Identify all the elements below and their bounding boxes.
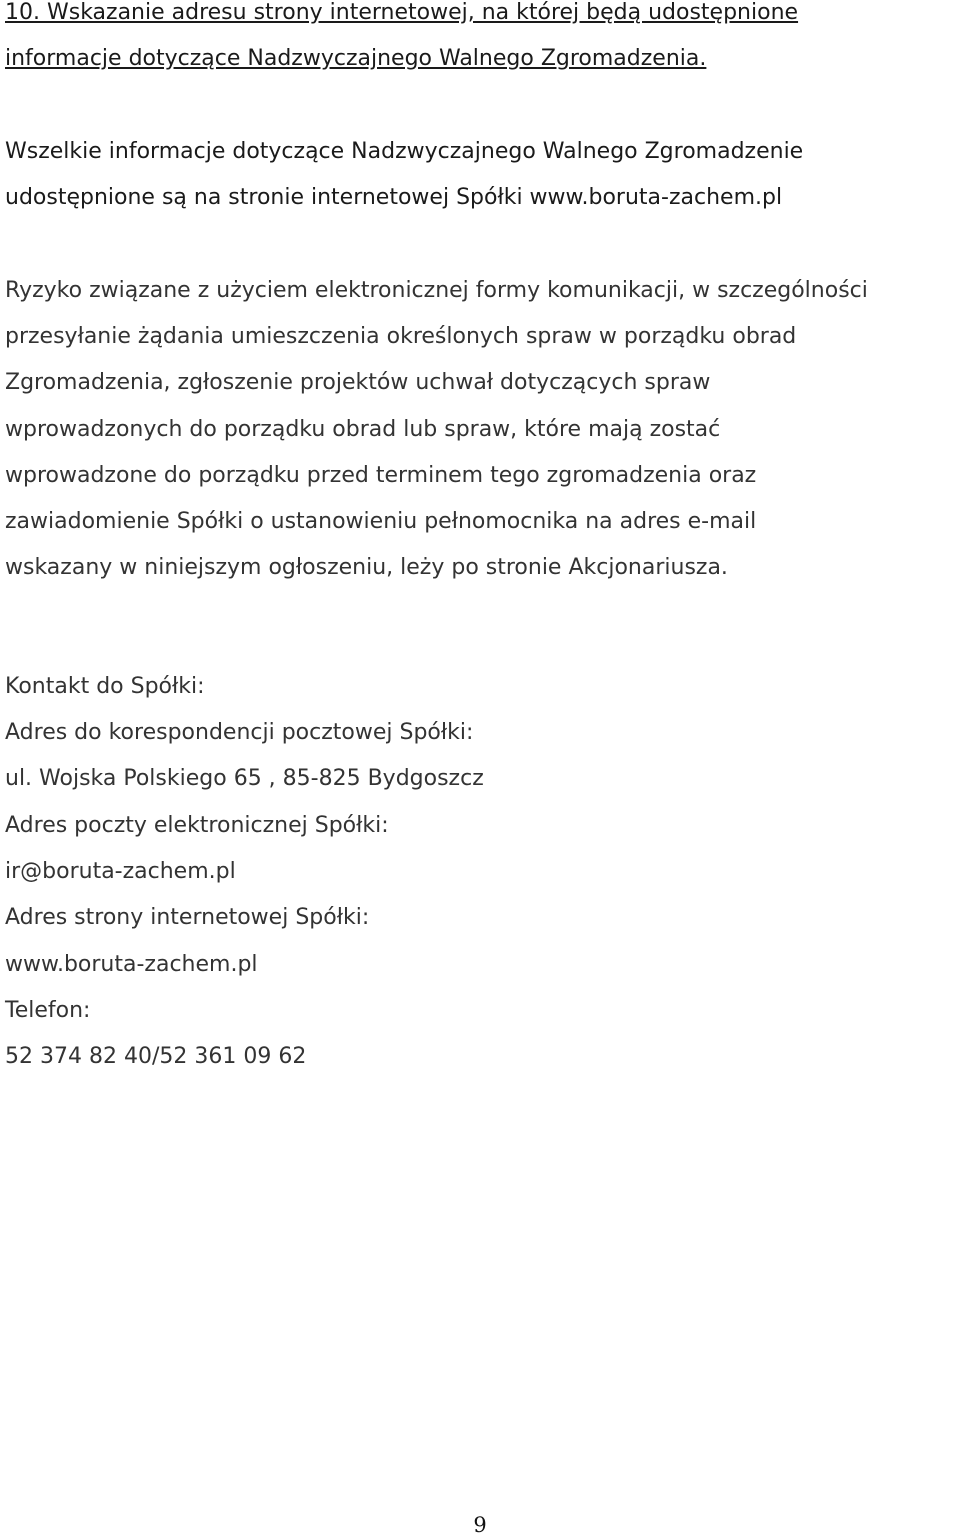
info-line-1: Wszelkie informacje dotyczące Nadzwyczajnego Walnego Zgromadzenie: [5, 139, 804, 164]
postal-address-value: ul. Wojska Polskiego 65 , 85-825 Bydgoszcz: [5, 766, 484, 791]
phone-value: 52 374 82 40/52 361 09 62: [5, 1044, 307, 1069]
email-value: ir@boruta-zachem.pl: [5, 859, 236, 884]
risk-line-7: wskazany w niniejszym ogłoszeniu, leży po stronie Akcjonariusza.: [5, 555, 728, 580]
risk-line-4: wprowadzonych do porządku obrad lub spraw, które mają zostać: [5, 417, 721, 442]
contact-title: Kontakt do Spółki:: [5, 674, 205, 699]
risk-line-2: przesyłanie żądania umieszczenia określonych spraw w porządku obrad: [5, 324, 797, 349]
email-label: Adres poczty elektronicznej Spółki:: [5, 813, 389, 838]
postal-address-label: Adres do korespondencji pocztowej Spółki:: [5, 720, 474, 745]
risk-line-6: zawiadomienie Spółki o ustanowieniu pełnomocnika na adres e-mail: [5, 509, 757, 534]
risk-line-3: Zgromadzenia, zgłoszenie projektów uchwał dotyczących spraw: [5, 370, 711, 395]
website-value: www.boruta-zachem.pl: [5, 952, 258, 977]
phone-label: Telefon:: [5, 998, 91, 1023]
risk-line-1: Ryzyko związane z użyciem elektronicznej formy komunikacji, w szczególności: [5, 278, 868, 303]
risk-line-5: wprowadzone do porządku przed terminem tego zgromadzenia oraz: [5, 463, 757, 488]
section-heading-line-2: informacje dotyczące Nadzwyczajnego Walnego Zgromadzenia.: [5, 46, 707, 71]
info-line-2: udostępnione są na stronie internetowej Spółki www.boruta-zachem.pl: [5, 185, 783, 210]
page-number: 9: [473, 1513, 487, 1537]
website-label: Adres strony internetowej Spółki:: [5, 905, 370, 930]
section-heading-line-1: 10. Wskazanie adresu strony internetowej, na której będą udostępnione: [5, 0, 799, 25]
